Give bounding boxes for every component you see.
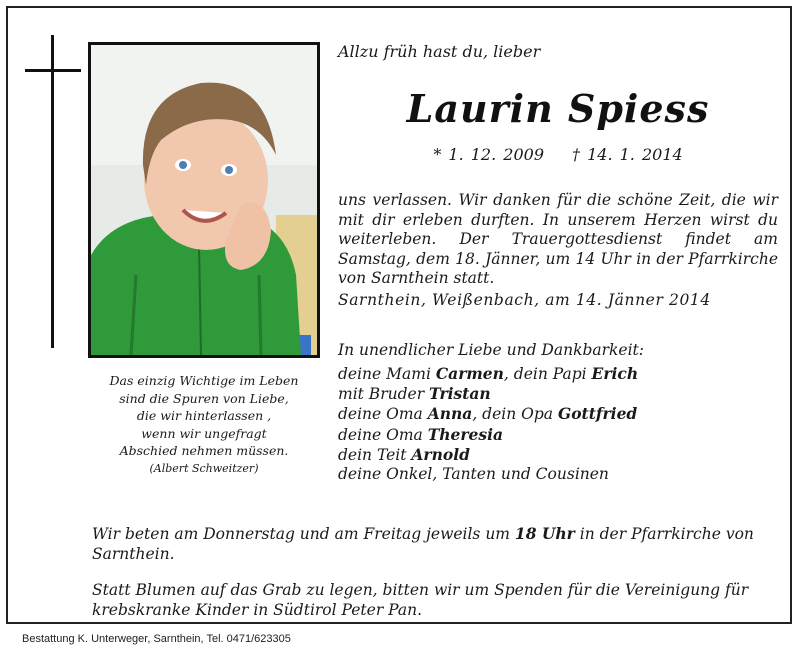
death-date: † 14. 1. 2014 [572,145,683,164]
portrait-photo [88,42,320,358]
portrait-image [91,45,317,355]
family-list [338,364,778,484]
family-line: deine Onkel, Tanten und Cousinen [338,465,609,484]
mass-time: 18 Uhr [514,524,575,543]
donation-request: Statt Blumen auf das Grab zu legen, bitten wir um Spenden für die Vereinigung für krebskranke Kinder in Südtirol Peter Pan. [92,581,749,619]
notice-body: uns verlassen. Wir danken für die schöne Zeit, die wir mit dir erleben durften. In unserem Herzen wirst du weiterleben. Der Trauergottesdienst findet am Samstag, dem 18. Jänner, um 14 Uhr in der Pfarrkirche von Sarnthein statt. [338,191,778,287]
family-line: deine Oma Anna, dein Opa Gottfried [338,404,638,424]
quote-line: Das einzig Wichtige im Leben [109,373,299,388]
quote-line: wenn wir ungefragt [141,425,267,441]
family-line: deine Oma Theresia [338,424,504,444]
place-date: Sarnthein, Weißenbach, am 14. Jänner 2014 [338,291,711,309]
mass-announcement: Wir beten am Donnerstag und am Freitag jeweils um 18 Uhr in der Pfarrkirche von Sarnthein. [92,524,754,563]
family-line: mit Bruder Tristan [338,384,491,404]
quote-line: die wir hinterlassen , [136,408,272,423]
family-line: dein Teit Arnold [338,444,470,464]
intro-line: Allzu früh hast du, lieber [338,42,541,61]
quote-block [88,372,320,477]
deceased-name: Laurin Spiess [406,86,710,131]
family-line: deine Mami Carmen, dein Papi Erich [338,364,639,383]
quote-author: (Albert Schweitzer) [149,461,259,475]
quote-line: Abschied nehmen müssen. [119,443,289,458]
obituary-notice [6,6,792,624]
birth-date: * 1. 12. 2009 [433,145,544,164]
thanks-heading: In unendlicher Liebe und Dankbarkeit: [338,341,645,359]
quote-line: sind die Spuren von Liebe, [119,390,289,406]
cross-vertical-bar [51,35,54,348]
life-dates [338,145,778,164]
cross-horizontal-bar [25,69,81,72]
funeral-home-credit: Bestattung K. Unterweger, Sarnthein, Tel. 0471/623305 [22,633,291,645]
